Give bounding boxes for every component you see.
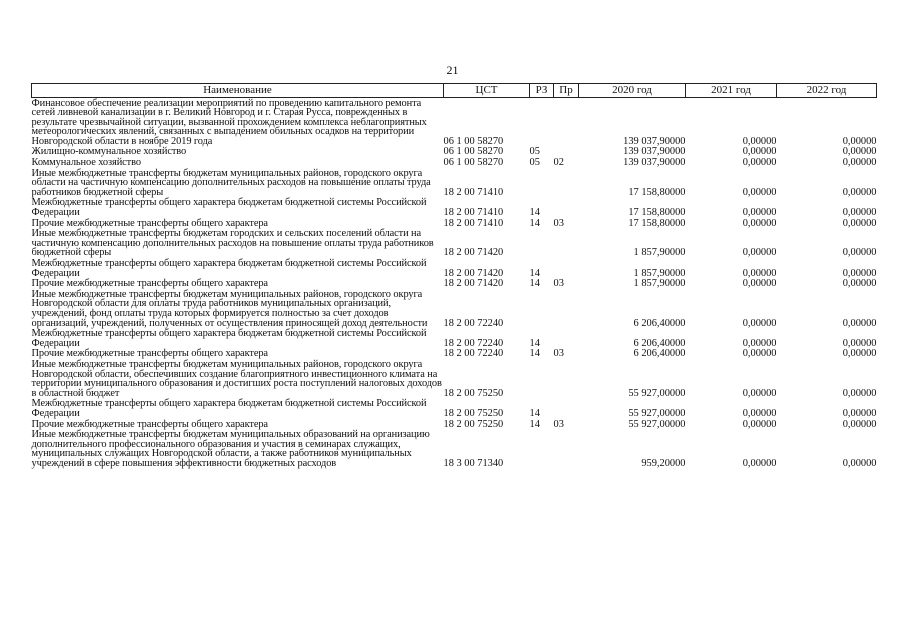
row-value-2022: 0,00000 — [842, 146, 877, 158]
table-row — [32, 289, 877, 328]
row-value-2020: 55 927,00000 — [628, 407, 686, 419]
row-value-2022: 0,00000 — [842, 247, 877, 259]
row-pr — [554, 430, 579, 469]
row-value-2021: 0,00000 — [742, 278, 777, 290]
row-cst: 06 1 00 58270 — [443, 135, 504, 147]
row-value-2020: 139 037,90000 — [623, 135, 686, 147]
table-row — [32, 229, 877, 259]
row-value-2022: 0,00000 — [842, 407, 877, 419]
row-value-2020: 6 206,40000 — [633, 348, 686, 360]
row-cst: 18 2 00 71420 — [443, 278, 504, 290]
row-cst: 18 2 00 71410 — [443, 217, 504, 229]
row-value-2022: 0,00000 — [842, 135, 877, 147]
row-value-2021: 0,00000 — [742, 348, 777, 360]
row-value-2022: 0,00000 — [842, 418, 877, 430]
row-value-2021: 0,00000 — [742, 207, 777, 219]
table-row — [32, 329, 877, 349]
header-2022: 2022 год — [777, 84, 877, 98]
row-value-2020: 55 927,00000 — [628, 387, 686, 399]
table-row — [32, 359, 877, 398]
table-header — [32, 84, 877, 98]
row-value-2022: 0,00000 — [842, 348, 877, 360]
table-row — [32, 419, 877, 430]
row-pr — [554, 198, 579, 218]
row-value-2021: 0,00000 — [742, 146, 777, 158]
row-name: Иные межбюджетные трансферты бюджетам муниципальных районов, городского округа Новгородской области для оплаты труда работников муниципальных организаций, учреждений, фонд оплаты труда которых формируется полностью за счет доходов организаций, учреждений, полученных от осуществления приносящей доход деятельности — [31, 288, 428, 329]
table-row — [32, 158, 877, 169]
row-pr — [554, 147, 579, 158]
row-value-2020: 1 857,90000 — [633, 247, 686, 259]
row-value-2020: 17 158,80000 — [628, 207, 686, 219]
row-name: Иные межбюджетные трансферты бюджетам муниципальных образований на организацию дополнительного профессионального образования и участия в семинарах служащих, муниципальных служащих Новгородской области, а также работников муниципальных учреждений в сфере повышения эффективности бюджетных расходов — [31, 429, 430, 469]
row-name: Межбюджетные трансферты общего характера бюджетам бюджетной системы Российской Федерации — [31, 328, 427, 349]
row-pr — [554, 359, 579, 398]
row-rz — [530, 359, 554, 398]
row-value-2020: 17 158,80000 — [628, 217, 686, 229]
row-rz: 14 — [529, 348, 540, 360]
row-name: Межбюджетные трансферты общего характера бюджетам бюджетной системы Российской Федерации — [31, 398, 427, 419]
row-name: Прочие межбюджетные трансферты общего характера — [31, 278, 268, 290]
row-cst: 18 2 00 71420 — [443, 247, 504, 259]
row-name: Иные межбюджетные трансферты бюджетам муниципальных районов, городского округа Новгородской области, обеспечивших создание благоприятного инвестиционного климата на территории муниципального образования и достигших роста поступлений налоговых доходов в областной бюджет — [31, 358, 442, 399]
row-value-2021: 0,00000 — [742, 217, 777, 229]
row-value-2021: 0,00000 — [742, 317, 777, 329]
row-name: Межбюджетные трансферты общего характера бюджетам бюджетной системы Российской Федерации — [31, 258, 427, 279]
row-rz: 05 — [529, 157, 540, 169]
row-value-2020: 1 857,90000 — [633, 267, 686, 279]
table-row — [32, 259, 877, 279]
row-value-2021: 0,00000 — [742, 407, 777, 419]
table-row — [32, 399, 877, 419]
row-pr: 02 — [553, 157, 564, 169]
header-pr: Пр — [554, 84, 579, 98]
row-cst: 18 2 00 71410 — [443, 207, 504, 219]
row-rz: 14 — [529, 418, 540, 430]
row-cst: 18 2 00 71420 — [443, 267, 504, 279]
row-value-2020: 139 037,90000 — [623, 157, 686, 169]
row-value-2021: 0,00000 — [742, 337, 777, 349]
row-cst: 18 2 00 75250 — [443, 387, 504, 399]
row-value-2022: 0,00000 — [842, 457, 877, 469]
row-cst: 18 2 00 72240 — [443, 337, 504, 349]
row-rz — [530, 289, 554, 328]
row-value-2020: 55 927,00000 — [628, 418, 686, 430]
row-rz: 05 — [529, 146, 540, 158]
row-name: Жилищно-коммунальное хозяйство — [31, 146, 187, 158]
row-rz: 14 — [529, 207, 540, 219]
row-value-2020: 139 037,90000 — [623, 146, 686, 158]
row-value-2022: 0,00000 — [842, 207, 877, 219]
row-value-2022: 0,00000 — [842, 267, 877, 279]
row-pr: 03 — [553, 418, 564, 430]
row-rz — [530, 229, 554, 259]
table-body — [32, 98, 877, 469]
row-cst: 18 2 00 71410 — [443, 186, 504, 198]
row-pr: 03 — [553, 217, 564, 229]
row-name: Прочие межбюджетные трансферты общего характера — [31, 217, 268, 229]
row-name: Иные межбюджетные трансферты бюджетам муниципальных районов, городского округа области на частичную компенсацию дополнительных расходов на повышение оплаты труда работников бюджетной сферы — [31, 167, 431, 198]
row-cst: 18 3 00 71340 — [443, 457, 504, 469]
row-value-2020: 1 857,90000 — [633, 278, 686, 290]
row-name: Прочие межбюджетные трансферты общего характера — [31, 418, 268, 430]
page-number: 21 — [446, 63, 459, 77]
row-pr: 03 — [553, 348, 564, 360]
row-value-2022: 0,00000 — [842, 387, 877, 399]
table-row — [32, 198, 877, 218]
row-pr — [554, 259, 579, 279]
table-row — [32, 147, 877, 158]
row-pr — [554, 168, 579, 198]
row-rz — [530, 98, 554, 147]
row-rz: 14 — [529, 407, 540, 419]
row-value-2020: 17 158,80000 — [628, 186, 686, 198]
header-cst: ЦСТ — [444, 84, 530, 98]
row-value-2021: 0,00000 — [742, 418, 777, 430]
row-value-2022: 0,00000 — [842, 157, 877, 169]
header-2021: 2021 год — [686, 84, 777, 98]
table-row — [32, 430, 877, 469]
budget-table — [31, 83, 877, 469]
table-row — [32, 168, 877, 198]
row-value-2022: 0,00000 — [842, 278, 877, 290]
row-value-2022: 0,00000 — [842, 217, 877, 229]
row-pr: 03 — [553, 278, 564, 290]
row-value-2021: 0,00000 — [742, 186, 777, 198]
row-cst: 18 2 00 75250 — [443, 407, 504, 419]
row-name: Межбюджетные трансферты общего характера бюджетам бюджетной системы Российской Федерации — [31, 197, 427, 219]
row-pr — [554, 229, 579, 259]
row-pr — [554, 329, 579, 349]
row-cst: 06 1 00 58270 — [443, 146, 504, 158]
row-name: Иные межбюджетные трансферты бюджетам городских и сельских поселений области на частичную компенсацию дополнительных расходов на повышение оплаты труда работников бюджетной сферы — [31, 228, 434, 259]
row-value-2022: 0,00000 — [842, 186, 877, 198]
row-name: Финансовое обеспечение реализации мероприятий по проведению капитального ремонта сетей ливневой канализации в г. Великий Новгород и г. Старая Русса, поврежденных в результате чрезвычайной ситуации, вызванной прохождением комплекса неблагоприятных метеорологических явлений, связанных с выпадением обильных осадков на территории Новгородской области в ноябре 2019 года — [31, 97, 427, 147]
row-cst: 18 2 00 75250 — [443, 418, 504, 430]
table-row — [32, 349, 877, 360]
row-value-2020: 6 206,40000 — [633, 317, 686, 329]
row-value-2021: 0,00000 — [742, 157, 777, 169]
row-cst: 18 2 00 72240 — [443, 348, 504, 360]
table-row — [32, 218, 877, 229]
header-name: Наименование — [32, 84, 444, 98]
row-rz — [530, 168, 554, 198]
row-pr — [554, 289, 579, 328]
row-value-2021: 0,00000 — [742, 247, 777, 259]
row-cst: 18 2 00 72240 — [443, 317, 504, 329]
row-value-2022: 0,00000 — [842, 317, 877, 329]
row-rz — [530, 430, 554, 469]
row-cst: 06 1 00 58270 — [443, 157, 504, 169]
row-rz: 14 — [529, 278, 540, 290]
table-row — [32, 279, 877, 290]
row-value-2021: 0,00000 — [742, 387, 777, 399]
row-pr — [554, 399, 579, 419]
row-value-2021: 0,00000 — [742, 457, 777, 469]
header-rz: РЗ — [530, 84, 554, 98]
row-value-2020: 959,20000 — [641, 457, 686, 469]
header-2020: 2020 год — [579, 84, 686, 98]
row-pr — [554, 98, 579, 147]
row-name: Прочие межбюджетные трансферты общего характера — [31, 348, 268, 360]
row-value-2022: 0,00000 — [842, 337, 877, 349]
row-rz: 14 — [529, 267, 540, 279]
table-row — [32, 98, 877, 147]
row-rz: 14 — [529, 217, 540, 229]
row-name: Коммунальное хозяйство — [31, 157, 141, 169]
row-rz: 14 — [529, 337, 540, 349]
row-value-2021: 0,00000 — [742, 267, 777, 279]
row-value-2021: 0,00000 — [742, 135, 777, 147]
row-value-2020: 6 206,40000 — [633, 337, 686, 349]
